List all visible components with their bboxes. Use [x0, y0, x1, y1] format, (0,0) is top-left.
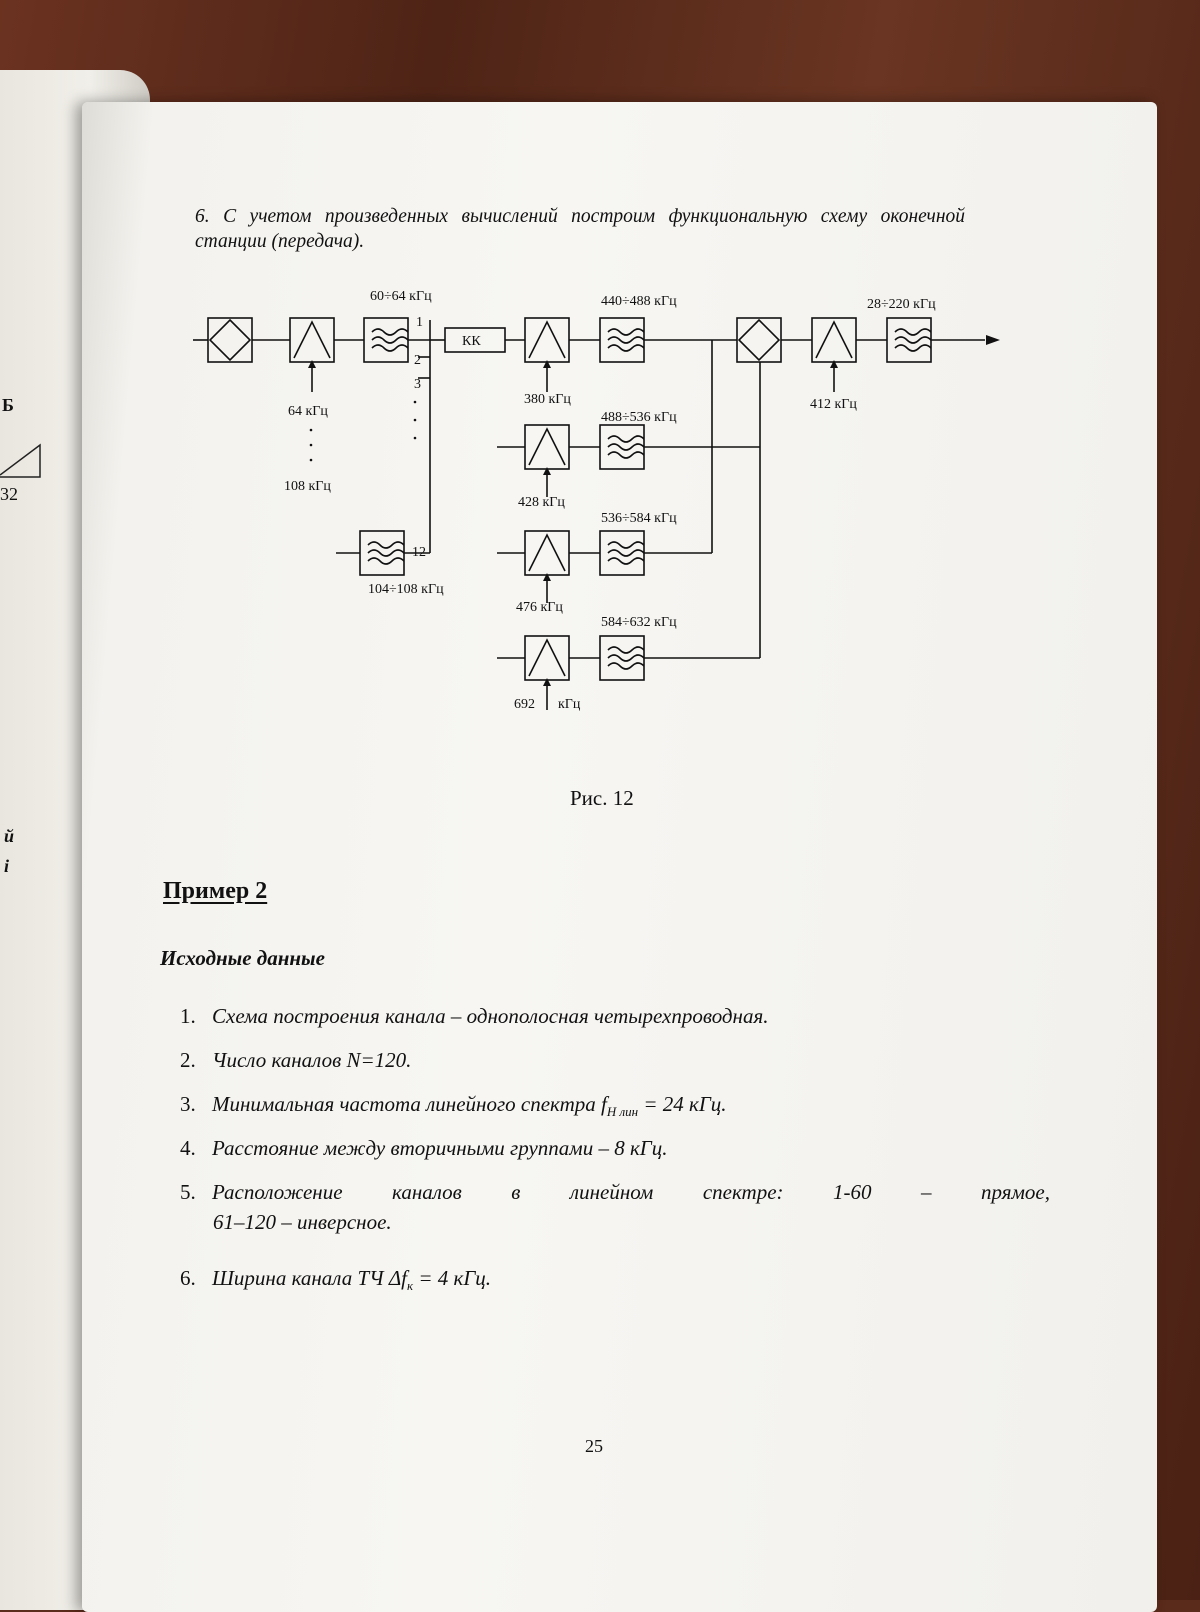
label-kk: КК [462, 334, 481, 349]
list-item: 4. Расстояние между вторичными группами – 8 кГц. [180, 1136, 668, 1160]
filter-block [364, 318, 408, 362]
label-60-64: 60÷64 кГц [370, 289, 432, 304]
page-number: 25 [585, 1436, 603, 1456]
label-536-584: 536÷584 кГц [601, 511, 677, 526]
list-item: 2. Число каналов N=120. [180, 1048, 412, 1072]
filter-block [600, 318, 644, 362]
amplifier-block [525, 636, 569, 680]
left-page-fragment: і [4, 856, 10, 876]
intro-paragraph: 6. С учетом произведенных вычислений построим функциональную схему оконечной станции (передача). [195, 206, 965, 252]
filter-block [600, 425, 644, 469]
amplifier-block [525, 318, 569, 362]
initial-data-list [180, 1002, 1050, 1222]
list-item: 3. Минимальная частота линейного спектра $f_{Н лин} = 24$ кГц. [180, 1092, 727, 1120]
label-584-632: 584÷632 кГц [601, 615, 677, 630]
label-440-488: 440÷488 кГц [601, 294, 677, 309]
example-title: Пример 2 [163, 878, 268, 904]
label-692: 692 [514, 697, 535, 712]
label-380: 380 кГц [524, 392, 571, 407]
label-ch2: 2 [414, 353, 421, 368]
amplifier-block [525, 425, 569, 469]
label-488-536: 488÷536 кГц [601, 410, 677, 425]
modulator-block [208, 318, 252, 362]
figure-caption: Рис. 12 [570, 786, 634, 810]
filter-block [600, 636, 644, 680]
amplifier-block [525, 531, 569, 575]
list-item-continuation: 61–120 – инверсное. [213, 1210, 392, 1234]
label-ch12: 12 [412, 545, 426, 560]
amplifier-triangle [294, 322, 330, 358]
label-104-108: 104÷108 кГц [368, 582, 444, 597]
functional-diagram [0, 0, 1200, 720]
amplifier-block [290, 318, 334, 362]
filter-block [360, 531, 404, 575]
initial-data-heading: Исходные данные [160, 946, 325, 970]
label-108: 108 кГц [284, 479, 331, 494]
label-428: 428 кГц [518, 495, 565, 510]
label-64: 64 кГц [288, 404, 328, 419]
left-page-fragment: 32 [0, 484, 18, 504]
left-page-fragment: й [4, 826, 15, 846]
filter-block [887, 318, 931, 362]
label-476: 476 кГц [516, 600, 563, 615]
list-item: 1. Схема построения канала – однополосная четырехпроводная. [180, 1004, 769, 1028]
label-28-220: 28÷220 кГц [867, 297, 936, 312]
modulator-diamond [210, 320, 250, 360]
modulator-block [737, 318, 781, 362]
label-ch3: 3 [414, 377, 421, 392]
output-arrow [986, 335, 1000, 345]
amplifier-block [812, 318, 856, 362]
label-412: 412 кГц [810, 397, 857, 412]
filter-block [600, 531, 644, 575]
list-item: 5. Расположение каналов в линейном спектре: 1-60 – прямое, [180, 1180, 1050, 1204]
list-item: 6. Ширина канала ТЧ $\Delta f_к = 4$ кГц. [180, 1266, 492, 1294]
label-692-unit: кГц [558, 697, 581, 712]
left-page-fragment: Б [2, 395, 14, 415]
label-ch1: 1 [416, 315, 423, 330]
